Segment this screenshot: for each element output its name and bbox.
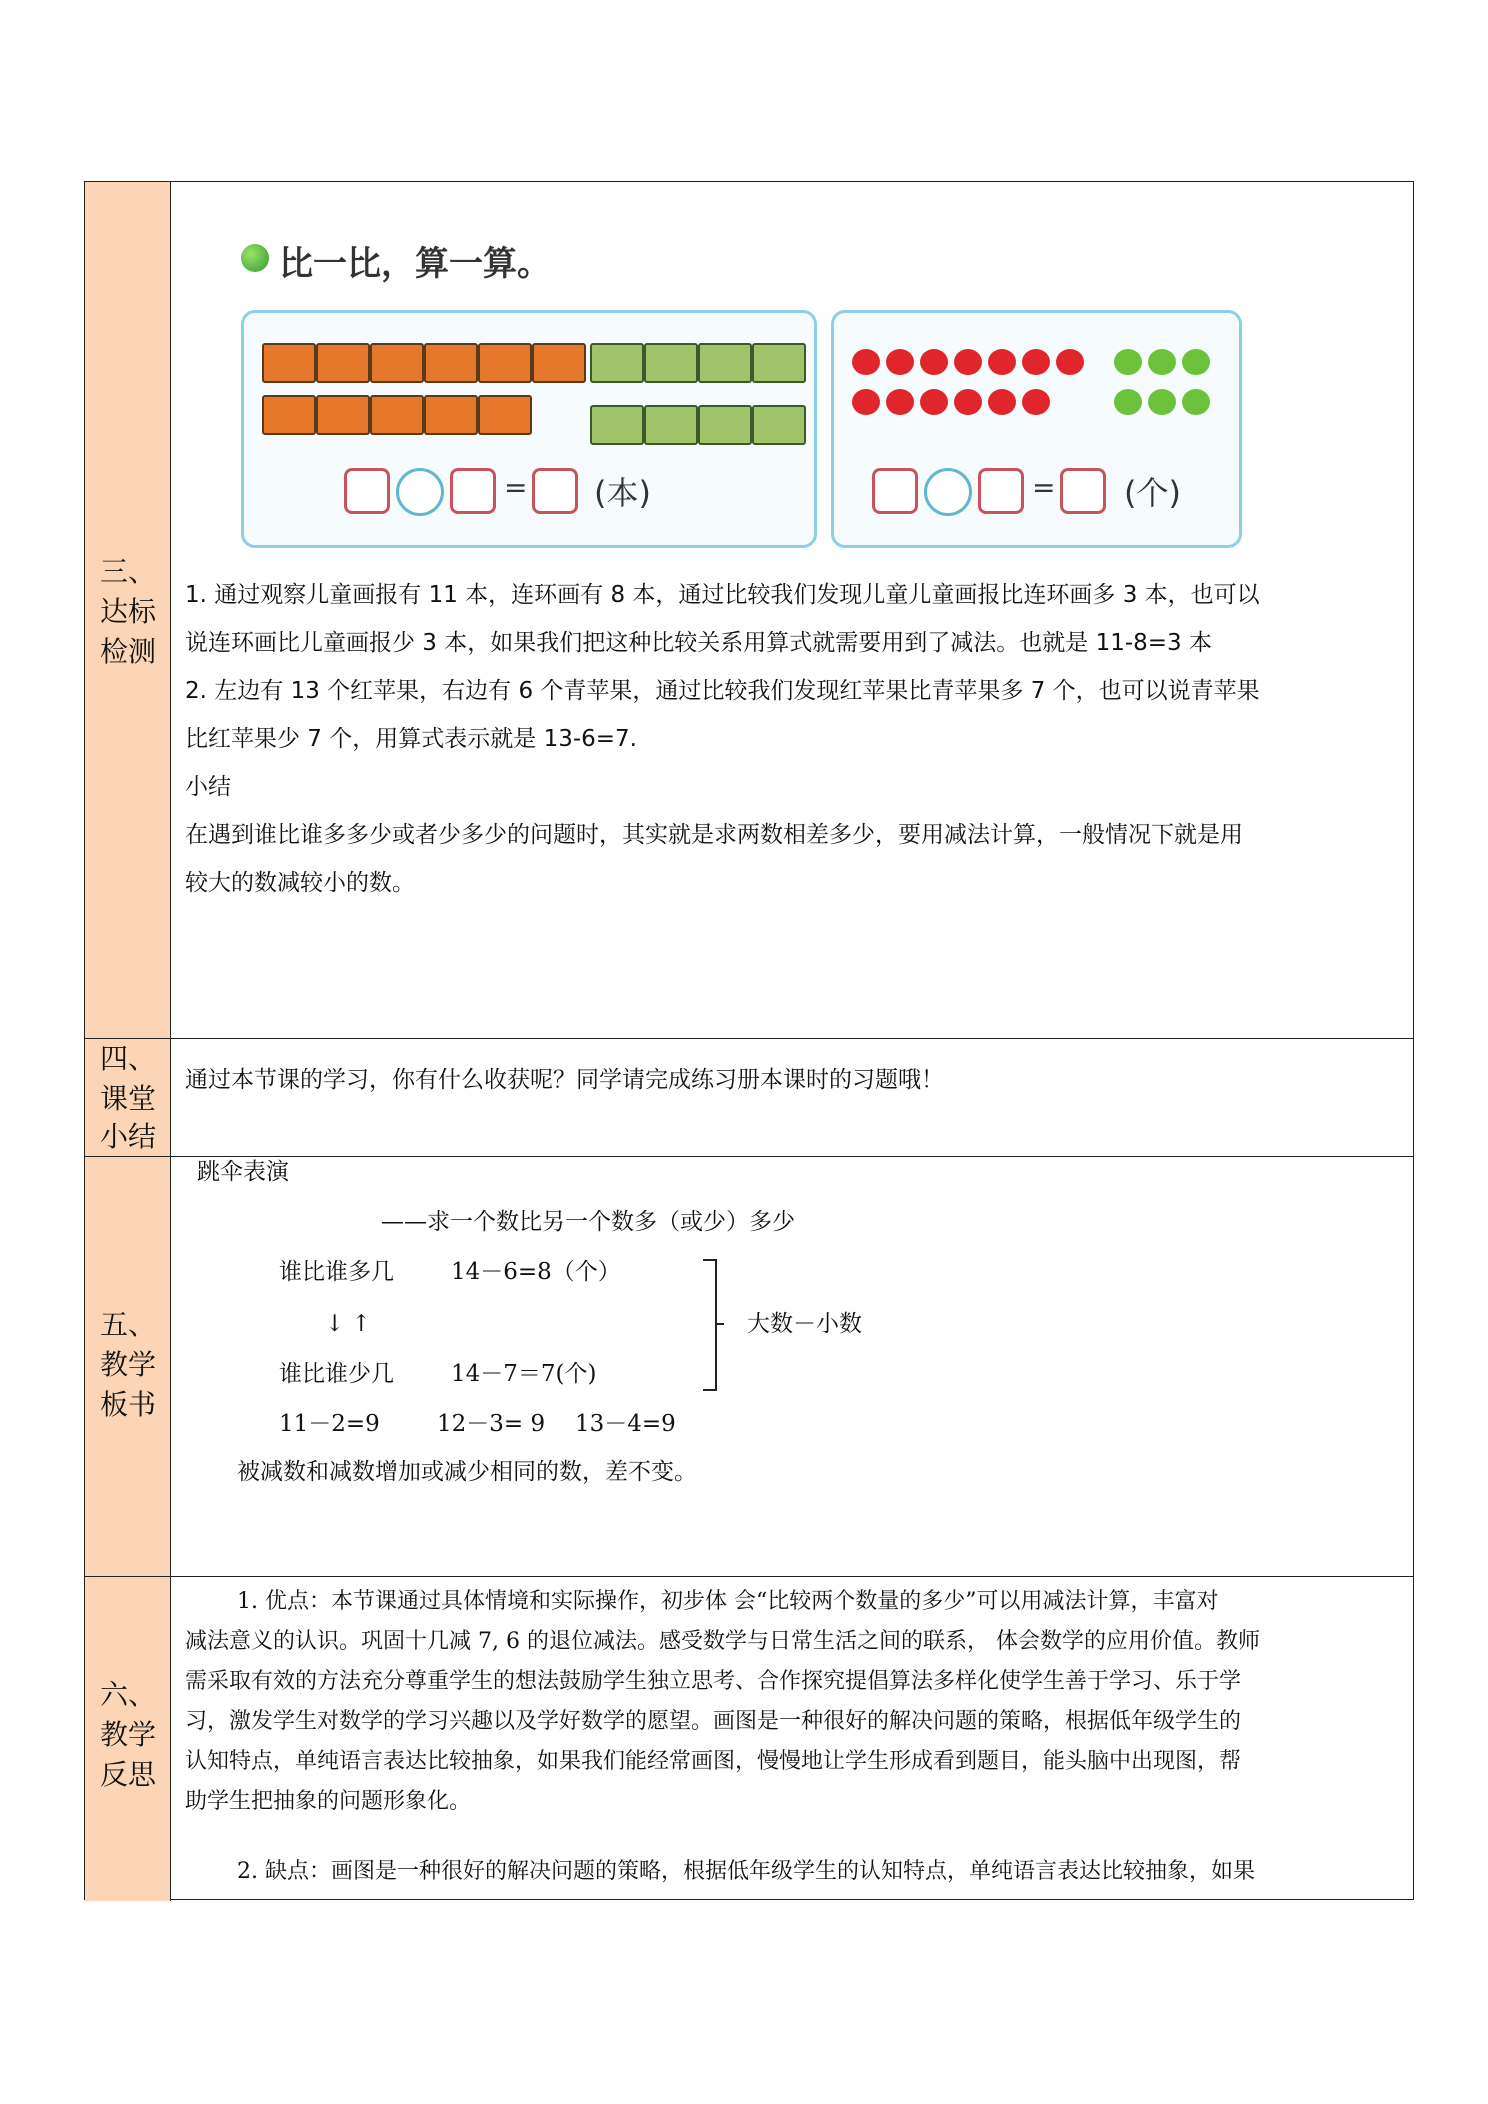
- equals-sign: =: [1032, 471, 1056, 504]
- comic-book: [590, 405, 644, 445]
- reflection-line: 1. 优点：本节课通过具体情境和实际操作，初步体 会“比较两个数量的多少”可以用减法计算，丰富对: [237, 1589, 1219, 1614]
- green-apple: [1148, 389, 1176, 415]
- label-line: 四、: [99, 1042, 156, 1075]
- red-apple: [1056, 349, 1084, 375]
- operator-circle: [396, 468, 444, 516]
- board-title: 跳伞表演: [197, 1159, 289, 1185]
- illustration-heading: 比一比，算一算。: [279, 244, 551, 284]
- row-content: [171, 182, 1413, 1038]
- green-dot-icon: [241, 244, 269, 272]
- picture-book: [424, 343, 478, 383]
- label-line: 板书: [99, 1388, 156, 1421]
- board-row1-label: 谁比谁多几: [279, 1259, 394, 1285]
- board-row2-equation: 14－7＝7(个): [451, 1361, 597, 1387]
- board-note: 被减数和减数增加或减少相同的数，差不变。: [237, 1459, 697, 1485]
- row-label: [85, 1577, 171, 1901]
- picture-book: [316, 343, 370, 383]
- picture-book: [532, 343, 586, 383]
- board-brace-text: 大数－小数: [747, 1311, 862, 1337]
- comic-book: [698, 343, 752, 383]
- green-apple: [1182, 349, 1210, 375]
- label-line: 小结: [99, 1120, 156, 1153]
- comic-book: [698, 405, 752, 445]
- label-line: 六、: [99, 1678, 156, 1711]
- paragraph-line: 说连环画比儿童画报少 3 本，如果我们把这种比较关系用算式就需要用到了减法。也就是 11-8=3 本: [185, 630, 1212, 656]
- red-apple: [988, 349, 1016, 375]
- unit-label: (本): [594, 474, 651, 512]
- paragraph-line: 2. 左边有 13 个红苹果，右边有 6 个青苹果，通过比较我们发现红苹果比青苹果多 7 个，也可以说青苹果: [185, 678, 1260, 704]
- picture-book: [478, 343, 532, 383]
- row-content: [171, 1039, 1413, 1156]
- comic-book: [752, 405, 806, 445]
- picture-book: [370, 343, 424, 383]
- row-content: [171, 1577, 1413, 1901]
- board-example-3: 13－4=9: [575, 1411, 676, 1437]
- red-apple: [1022, 349, 1050, 375]
- row-reflection: [85, 1577, 1413, 1901]
- row-label: [85, 182, 171, 1038]
- row-blackboard: [85, 1157, 1413, 1577]
- summary-heading: 小结: [185, 774, 231, 800]
- answer-box: [1060, 468, 1106, 514]
- reflection-line: 认知特点，单纯语言表达比较抽象，如果我们能经常画图，慢慢地让学生形成看到题目，能头脑中出现图，帮: [185, 1749, 1242, 1774]
- apples-card: [831, 310, 1242, 548]
- books-card: [241, 310, 817, 548]
- paragraph-line: 1. 通过观察儿童画报有 11 本，连环画有 8 本，通过比较我们发现儿童儿童画报比连环画多 3 本，也可以: [185, 582, 1260, 608]
- row-class-summary: [85, 1039, 1413, 1157]
- board-brace: [703, 1259, 717, 1391]
- reflection-line: 2. 缺点：画图是一种很好的解决问题的策略，根据低年级学生的认知特点，单纯语言表达比较抽象，如果: [237, 1859, 1255, 1884]
- red-apple: [1022, 389, 1050, 415]
- lesson-plan-table: [84, 181, 1414, 1900]
- green-apple: [1182, 389, 1210, 415]
- picture-book: [262, 395, 316, 435]
- label-line: 教学: [99, 1718, 156, 1751]
- green-apple: [1114, 349, 1142, 375]
- picture-book: [262, 343, 316, 383]
- answer-box: [344, 468, 390, 514]
- red-apple: [954, 389, 982, 415]
- row-content: [171, 1157, 1413, 1576]
- answer-box: [450, 468, 496, 514]
- unit-label: (个): [1124, 474, 1181, 512]
- red-apple: [920, 349, 948, 375]
- textbook-illustration: [241, 232, 1391, 562]
- board-arrows: ↓ ↑: [325, 1311, 371, 1337]
- row-assessment: [85, 182, 1413, 1039]
- picture-book: [316, 395, 370, 435]
- board-row1-equation: 14－6=8（个）: [451, 1259, 621, 1285]
- red-apple: [852, 349, 880, 375]
- reflection-line: 助学生把抽象的问题形象化。: [185, 1789, 472, 1814]
- comic-book: [752, 343, 806, 383]
- comic-book: [644, 343, 698, 383]
- row-label: [85, 1039, 171, 1156]
- board-example-2: 12－3= 9: [437, 1411, 546, 1437]
- row-label: [85, 1157, 171, 1576]
- answer-box: [872, 468, 918, 514]
- label-line: 教学: [99, 1348, 156, 1381]
- reflection-line: 需采取有效的方法充分尊重学生的想法鼓励学生独立思考、合作探究提倡算法多样化使学生善于学习、乐于学: [185, 1669, 1242, 1694]
- label-line: 五、: [99, 1308, 156, 1341]
- label-line: 课堂: [99, 1082, 156, 1115]
- board-subtitle: ——求一个数比另一个数多（或少）多少: [381, 1209, 795, 1235]
- red-apple: [920, 389, 948, 415]
- board-brace-tick: [716, 1323, 724, 1325]
- summary-text: 通过本节课的学习，你有什么收获呢？同学请完成练习册本课时的习题哦！: [185, 1067, 944, 1093]
- picture-book: [370, 395, 424, 435]
- reflection-line: 减法意义的认识。巩固十几减 7, 6 的退位减法。感受数学与日常生活之间的联系， 体会数学的应用价值。教师: [185, 1629, 1260, 1654]
- green-apple: [1114, 389, 1142, 415]
- red-apple: [988, 389, 1016, 415]
- answer-box: [978, 468, 1024, 514]
- operator-circle: [924, 468, 972, 516]
- paragraph-line: 较大的数减较小的数。: [185, 870, 415, 896]
- green-apple: [1148, 349, 1176, 375]
- picture-book: [478, 395, 532, 435]
- reflection-line: 习，激发学生对数学的学习兴趣以及学好数学的愿望。画图是一种很好的解决问题的策略，根据低年级学生的: [185, 1709, 1242, 1734]
- red-apple: [852, 389, 880, 415]
- red-apple: [886, 349, 914, 375]
- board-example-1: 11－2=9: [279, 1411, 380, 1437]
- label-line: 三、: [99, 555, 156, 588]
- comic-book: [644, 405, 698, 445]
- paragraph-line: 在遇到谁比谁多多少或者少多少的问题时，其实就是求两数相差多少，要用减法计算，一般情况下就是用: [185, 822, 1243, 848]
- label-line: 检测: [99, 635, 156, 668]
- equals-sign: =: [504, 471, 528, 504]
- picture-book: [424, 395, 478, 435]
- red-apple: [886, 389, 914, 415]
- red-apple: [954, 349, 982, 375]
- board-row2-label: 谁比谁少几: [279, 1361, 394, 1387]
- answer-box: [532, 468, 578, 514]
- label-line: 达标: [99, 595, 156, 628]
- comic-book: [590, 343, 644, 383]
- label-line: 反思: [99, 1758, 156, 1791]
- paragraph-line: 比红苹果少 7 个，用算式表示就是 13-6=7.: [185, 726, 637, 752]
